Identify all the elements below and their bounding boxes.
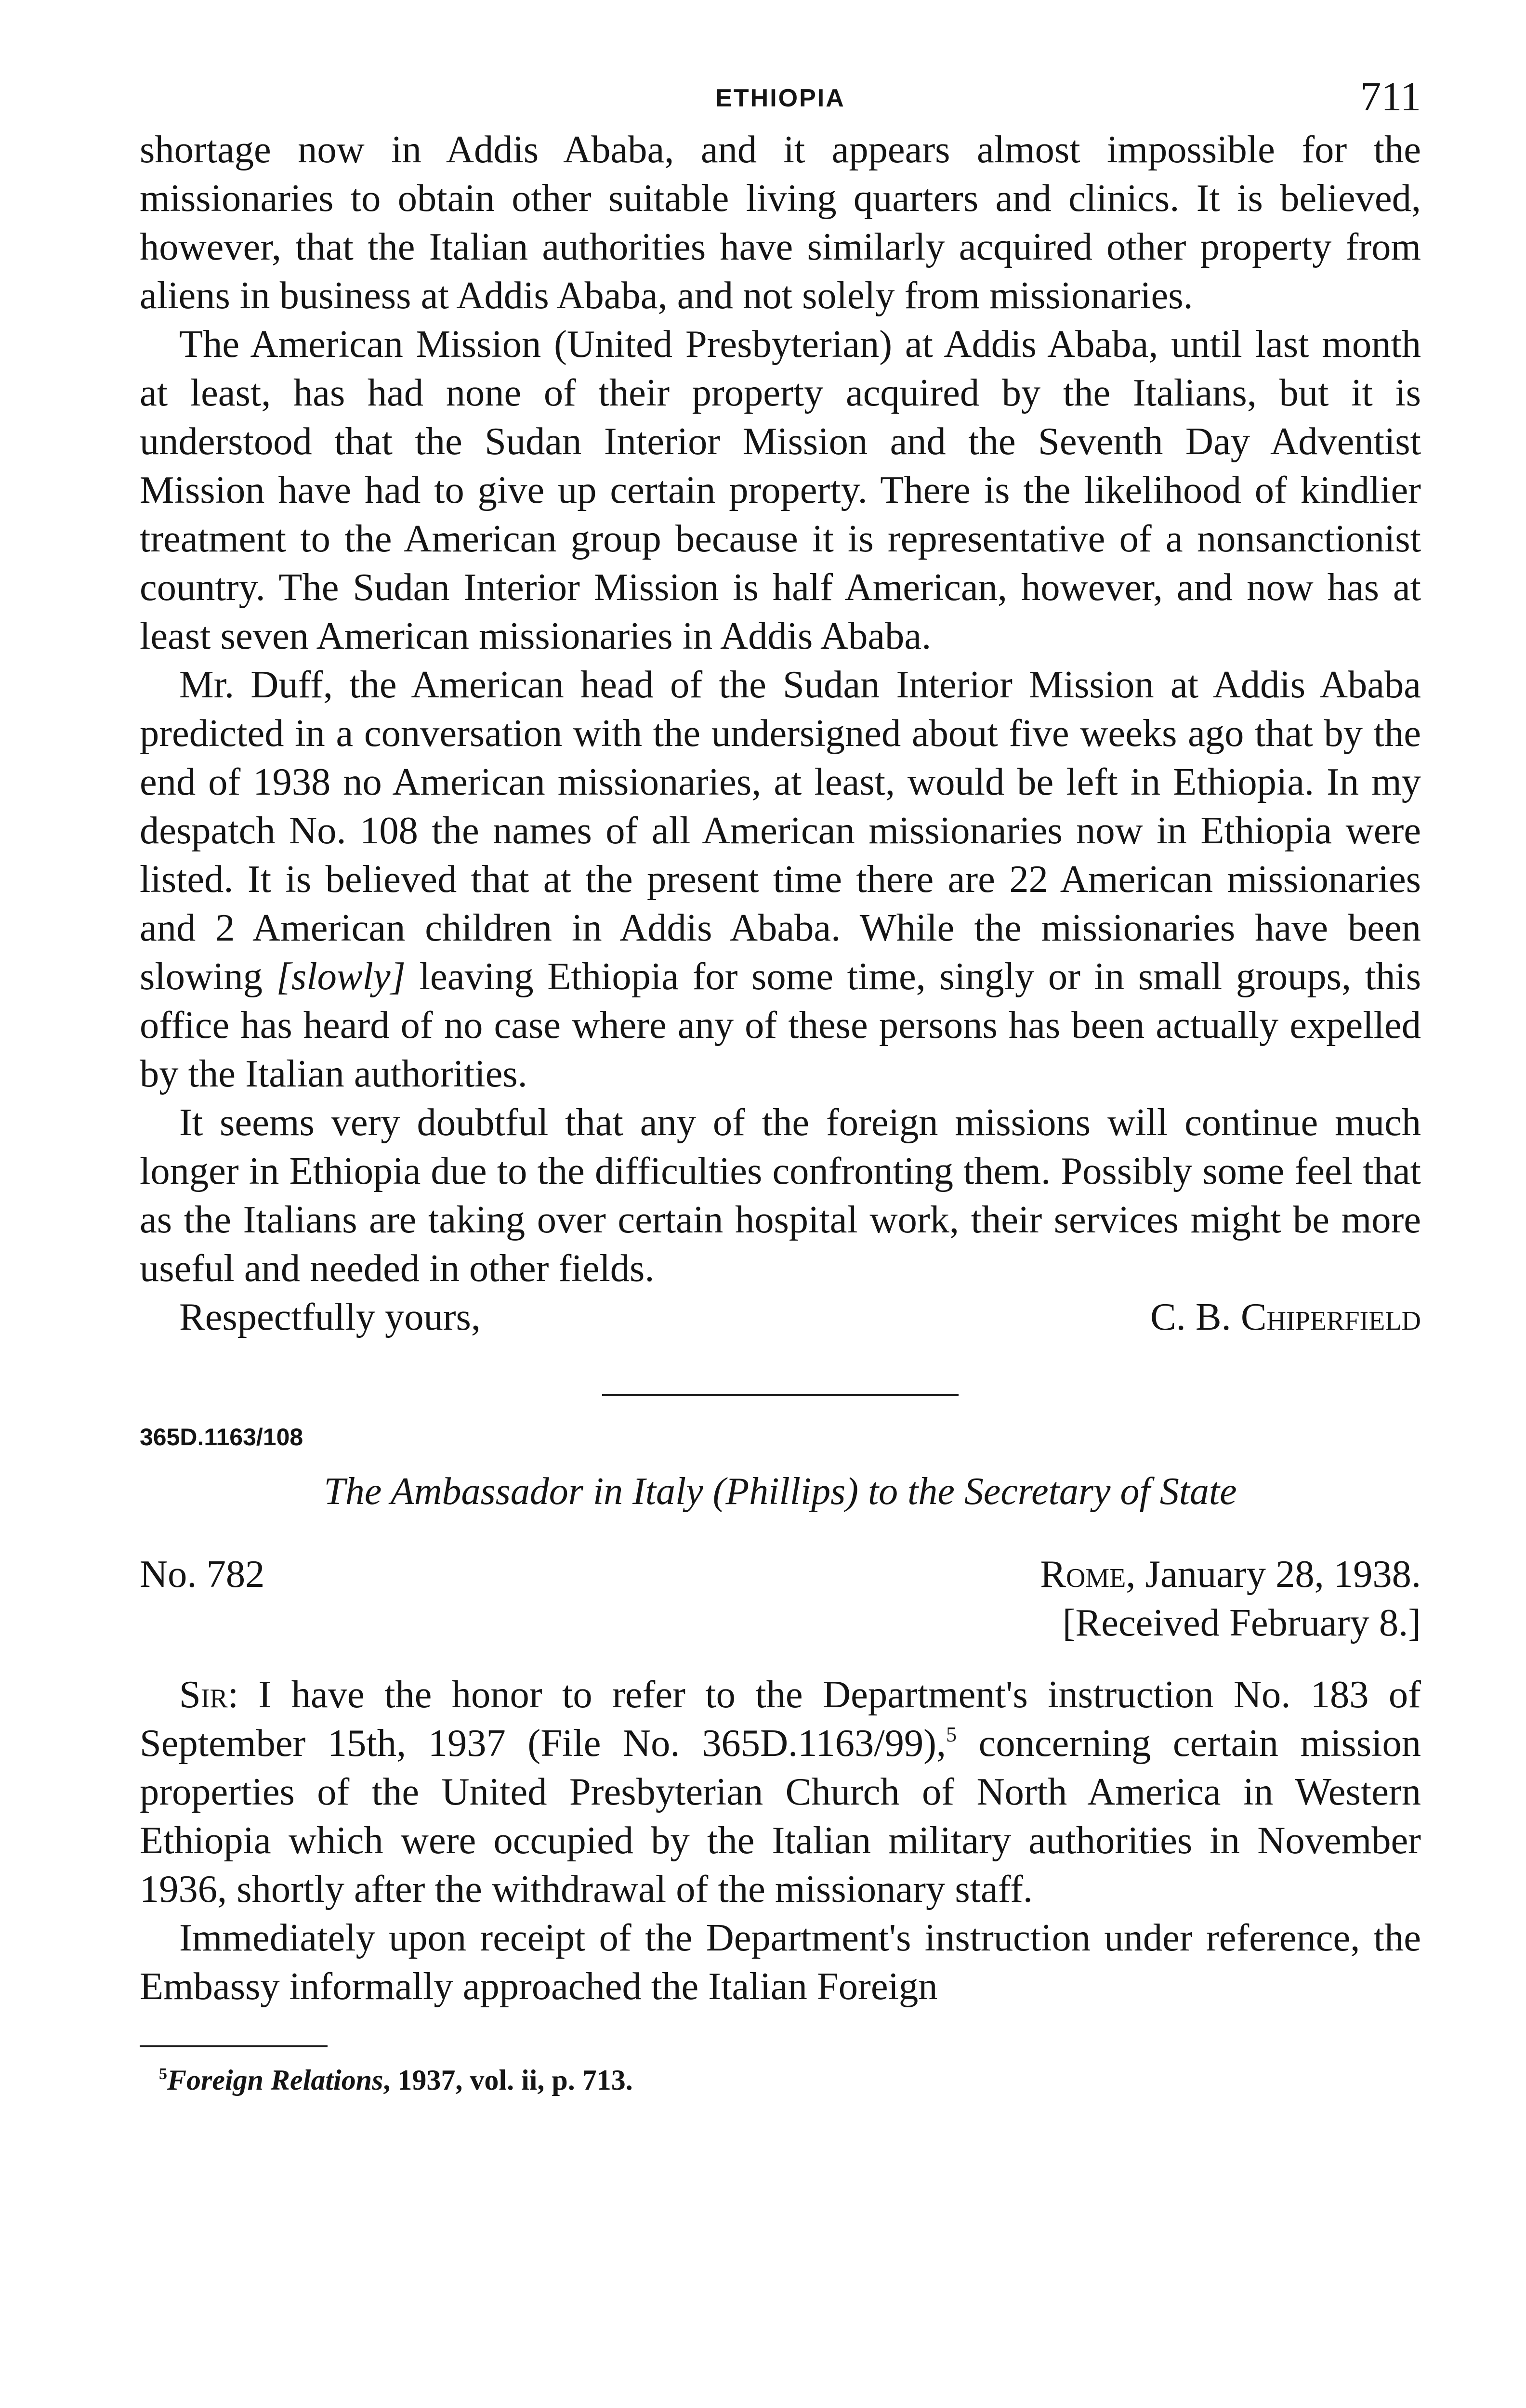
paragraph-mr-duff-continued: leaving Ethiopia for some time, singly or in small groups, this office has heard of no case where any of these persons has been actually expelled by the Italian authorities. (140, 955, 1421, 1095)
place-date (1040, 1550, 1421, 1598)
running-head (140, 72, 1421, 125)
signature-surname: Chiperfield (1240, 1296, 1421, 1338)
closing: Respectfully yours, (179, 1296, 481, 1338)
footnote-marker: 5 (159, 2065, 167, 2083)
footnote-details: , 1937, vol. ii, p. 713. (383, 2064, 633, 2096)
salutation: Sir (179, 1673, 228, 1716)
paragraph-mr-duff-text: Mr. Duff, the American head of the Sudan Interior Mission at Addis Ababa predicted in a conversation with the undersigned about five weeks ago that by the end of 1938 no American missionaries, at least, would be left in Ethiopia. In my despatch No. 108 the names of all American missionaries now in Ethiopia were listed. It is believed that at the present time there are 22 American missionaries and 2 American children in Addis Ababa. While the missionaries have been slowing (140, 663, 1421, 998)
footnote-divider (140, 2045, 328, 2047)
footnote-reference: 5 (946, 1723, 957, 1746)
signoff (140, 1293, 1421, 1341)
signature (1150, 1293, 1421, 1341)
editorial-insertion: [slowly] (276, 955, 406, 998)
despatch-number: No. 782 (140, 1553, 265, 1596)
paragraph-sir-text: : I have the honor to refer to the Department's instruction No. 183 of September 15th, 1937 (File No. 365D.1163/99), (140, 1673, 1421, 1765)
document-page (140, 72, 1421, 2097)
page-number: 711 (1360, 73, 1421, 119)
paragraph-american-mission: The American Mission (United Presbyterian) at Addis Ababa, until last month at least, has had none of their property acquired by the Italians, but it is understood that the Sudan Interior Mission and the Seventh Day Adventist Mission have had to give up certain property. There is the likelihood of kindlier treatment to the American group because it is representative of a nonsanctionist country. The Sudan Interior Mission is half American, however, and now has at least seven American missionaries in Addis Ababa. (140, 323, 1421, 657)
received-date: [Received February 8.] (1062, 1601, 1421, 1644)
paragraph-immediately: Immediately upon receipt of the Department's instruction under reference, the Embassy informally approached the Italian Foreign (140, 1916, 1421, 2008)
footnote-source: Foreign Relations (167, 2064, 383, 2096)
running-head-title: ETHIOPIA (715, 84, 845, 112)
place: Rome (1040, 1553, 1126, 1596)
section-divider (602, 1394, 959, 1396)
paragraph-sir (140, 1670, 1421, 1913)
paragraph-continued: shortage now in Addis Ababa, and it appears almost impossible for the missionaries to obtain other suitable living quarters and clinics. It is believed, however, that the Italian authorities have similarly acquired other property from aliens in business at Addis Ababa, and not solely from missionaries. (140, 128, 1421, 317)
file-number: 365D.1163/108 (140, 1424, 303, 1451)
footnote (140, 2064, 1421, 2097)
dateline (140, 1550, 1421, 1598)
paragraph-sir-continued: concerning certain mission properties of the United Presbyterian Church of North America in Western Ethiopia which were occupied by the Italian military authorities in November 1936, shortly after the withdrawal of the missionary staff. (140, 1722, 1421, 1911)
document-title: The Ambassador in Italy (Phillips) to the Secretary of State (324, 1470, 1237, 1513)
date: , January 28, 1938. (1126, 1553, 1421, 1596)
paragraph-mr-duff (140, 660, 1421, 1098)
paragraph-foreign-missions: It seems very doubtful that any of the foreign missions will continue much longer in Ethiopia due to the difficulties confronting them. Possibly some feel that as the Italians are taking over certain hospital work, their services might be more useful and needed in other fields. (140, 1101, 1421, 1290)
signature-initials: C. B. (1150, 1296, 1231, 1338)
